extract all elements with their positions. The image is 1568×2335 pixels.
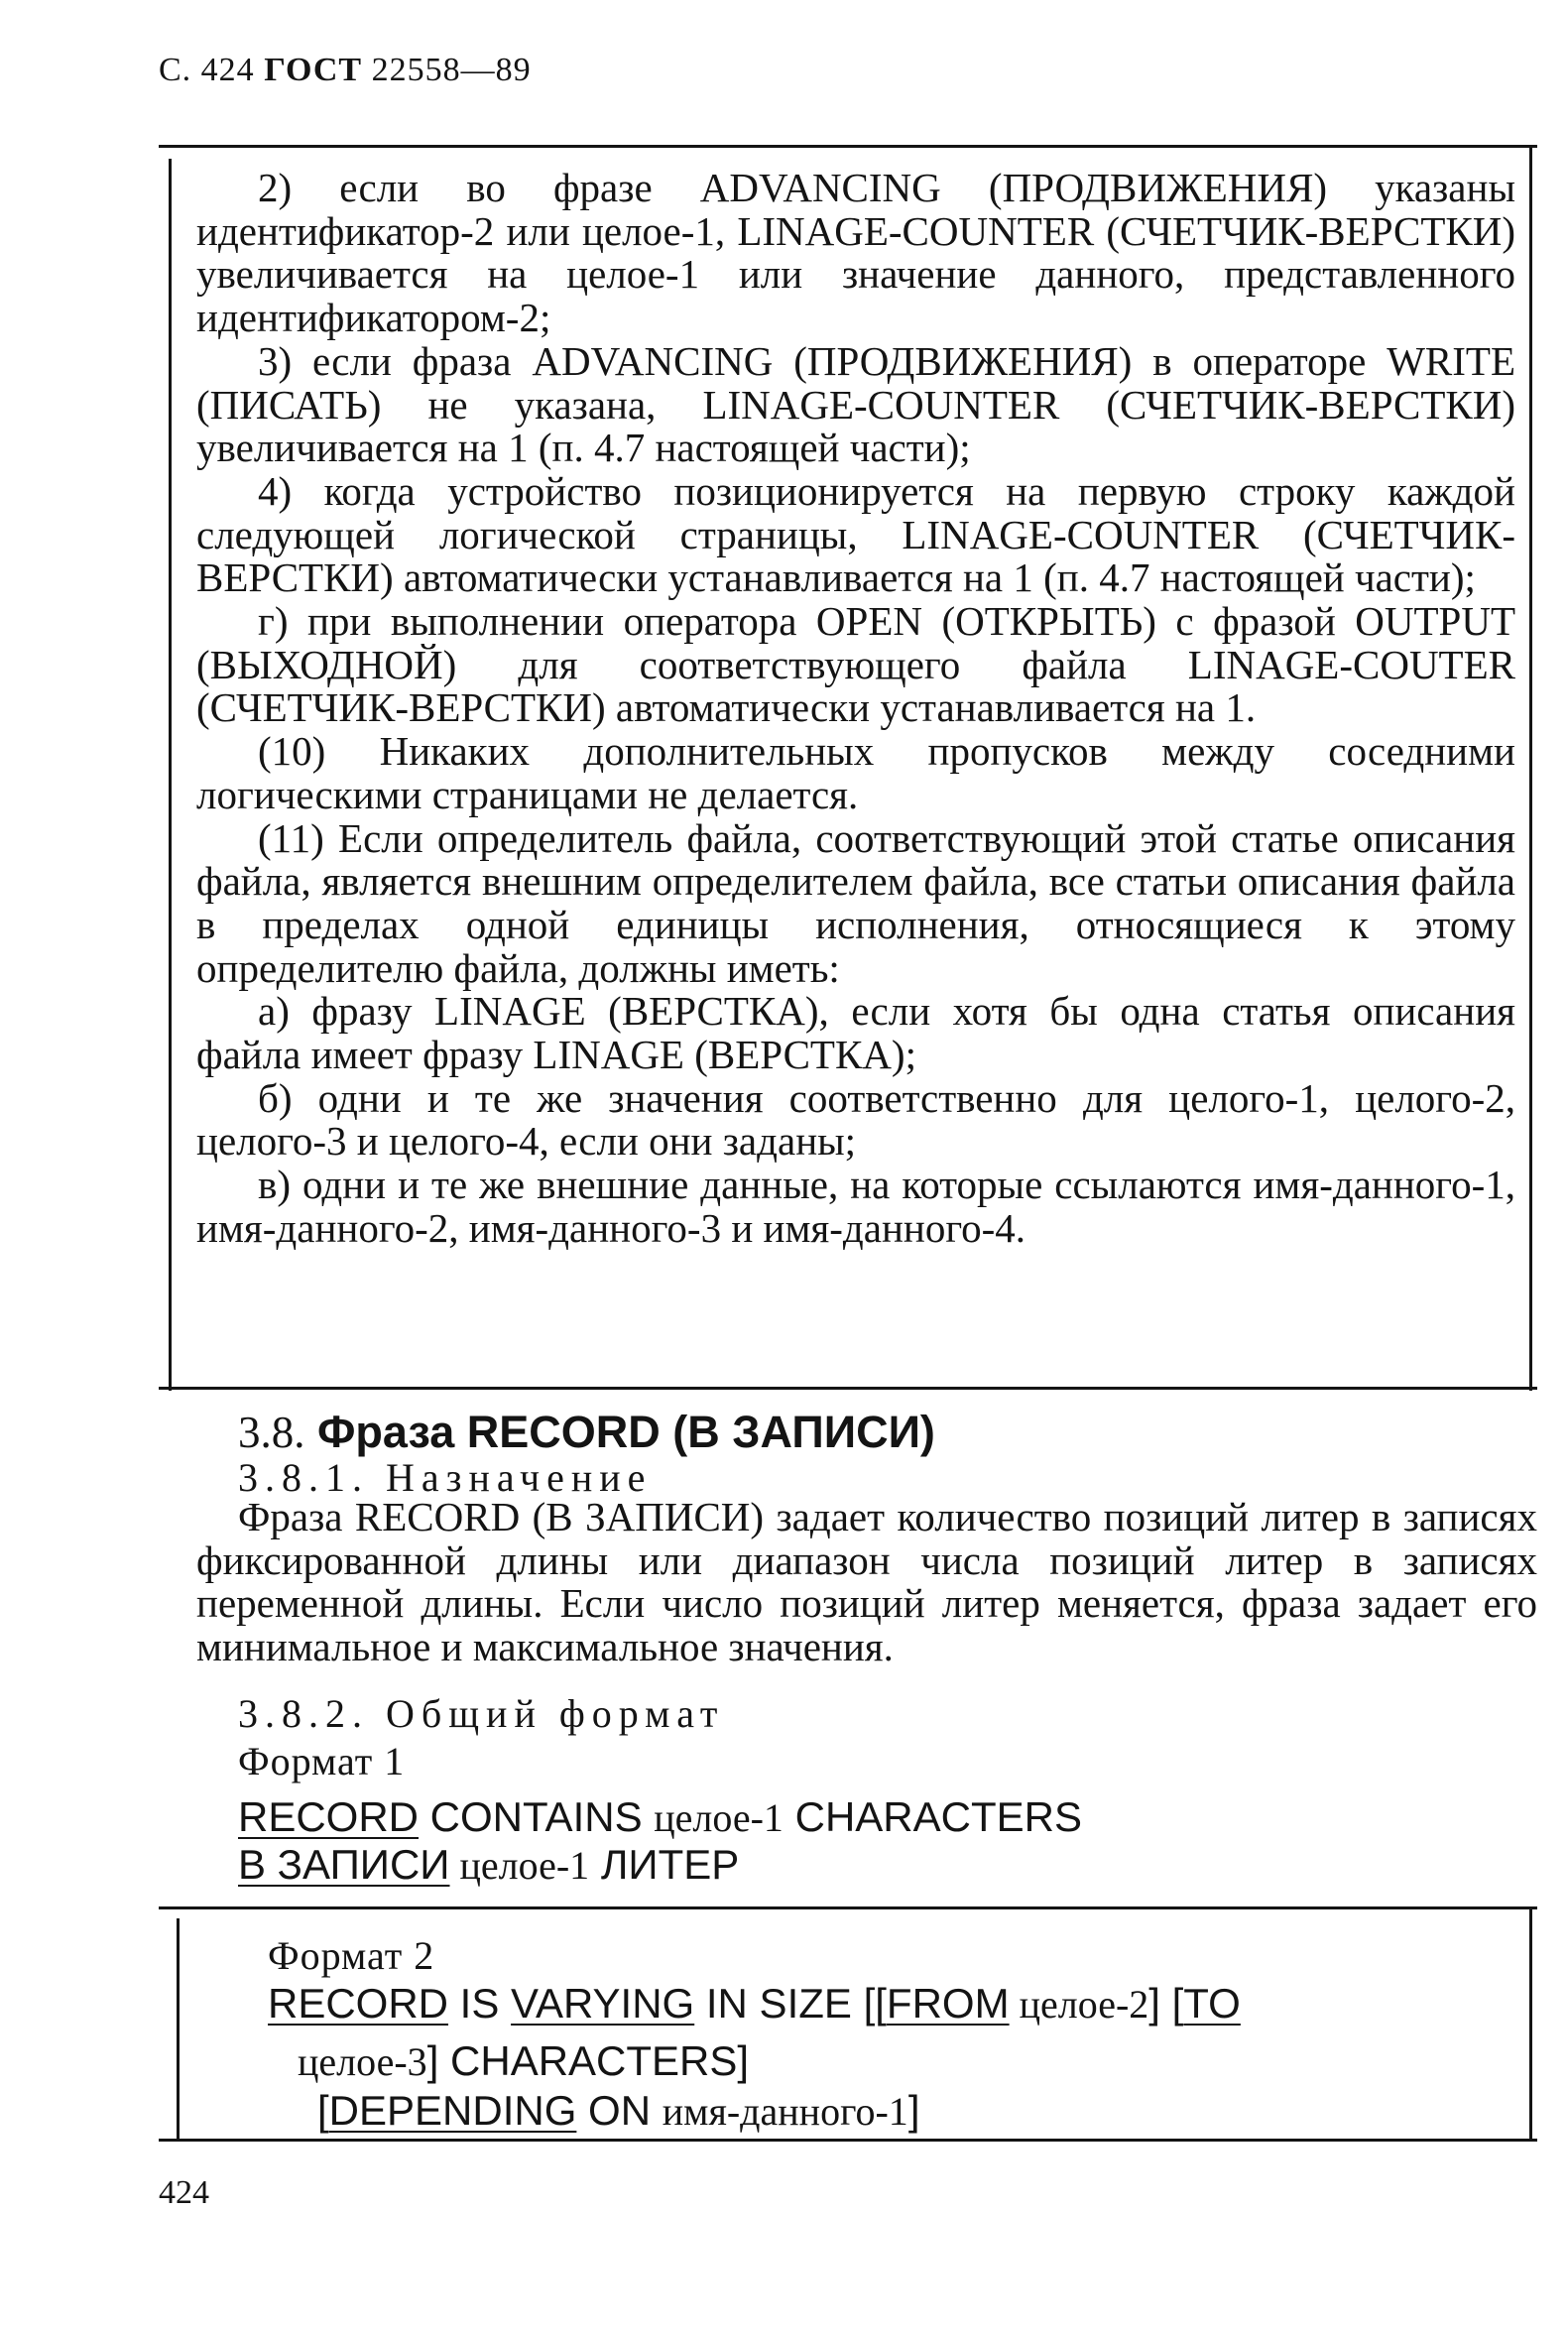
box-paragraph: б) одни и те же значения соответственно для целого-1, целого-2, целого-3 и целого-4, если они заданы;: [196, 1074, 1515, 1165]
format2-box-bottom: [159, 2139, 1537, 2142]
box-paragraph: 4) когда устройство позиционируется на первую строку каждой следующей логической страницы, LINAGE-COUNTER (СЧЕТЧИК-ВЕРСТКИ) автоматически устанавливается на 1 (п. 4.7 настоящей части);: [196, 467, 1515, 601]
format2-line3: [317, 2087, 919, 2135]
keyword-contains: CONTAINS: [419, 1793, 655, 1840]
box-bottom-rule: [159, 1387, 1537, 1390]
box-paragraph: а) фразу LINAGE (ВЕРСТКА), если хотя бы одна статья описания файла имеет фразу LINAGE (ВЕРСТКА);: [196, 988, 1515, 1078]
keyword-in-size: IN SIZE [[: [694, 1980, 887, 2027]
box-paragraph: 2) если во фразе ADVANCING (ПРОДВИЖЕНИЯ) указаны идентификатор-2 или целое-1, LINAGE-COUNTER (СЧЕТЧИК-ВЕРСТКИ) увеличивается на целое-1 или значение данного, представленного идентификатором-2;: [196, 165, 1515, 341]
keyword-depending: DEPENDING: [328, 2087, 577, 2134]
section-number: 3.8.: [238, 1408, 305, 1457]
box-paragraph: (11) Если определитель файла, соответствующий этой статье описания файла, является внешним определителем файла, все статьи описания файла в пределах одной единицы исполнения, относящиеся к этому определителю файла, должны иметь:: [196, 814, 1515, 991]
keyword-to: TO: [1183, 1980, 1241, 2027]
box-paragraph: в) одни и те же внешние данные, на которые ссылаются имя-данного-1, имя-данного-2, имя-данного-3 и имя-данного-4.: [196, 1162, 1515, 1251]
format1-line1: [238, 1793, 1082, 1841]
box-paragraph: 3) если фраза ADVANCING (ПРОДВИЖЕНИЯ) в операторе WRITE (ПИСАТЬ) не указана, LINAGE-COUNTER (СЧЕТЧИК-ВЕРСТКИ) увеличивается на 1 (п. 4.7 настоящей части);: [196, 337, 1515, 471]
purpose-heading: 3.8.1. Назначение: [238, 1455, 653, 1500]
page-header: [159, 52, 532, 89]
format2-box-right: [1529, 1906, 1532, 2139]
arg-integer-2: целое-2: [1009, 1982, 1149, 2027]
format-heading: 3.8.2. Общий формат: [238, 1691, 725, 1736]
bracket-close: ]: [907, 2087, 920, 2134]
box-paragraph: г) при выполнении оператора OPEN (ОТКРЫТЬ) с фразой OUTPUT (ВЫХОДНОЙ) для соответствующего файла LINAGE-COUTER (СЧЕТЧИК-ВЕРСТКИ) автоматически устанавливается на 1.: [196, 598, 1515, 731]
keyword-characters: ] CHARACTERS]: [426, 2037, 750, 2084]
box-top-rule: [159, 145, 1537, 148]
keyword-record: RECORD: [268, 1980, 449, 2027]
box-right-rule: [1529, 145, 1532, 1391]
keyword-characters: CHARACTERS: [783, 1793, 1082, 1840]
arg-integer-1-ru: целое-1: [449, 1843, 590, 1888]
keyword-varying: VARYING: [511, 1980, 695, 2027]
format2-label: Формат 2: [268, 1933, 435, 1978]
format2-line1: [268, 1980, 1241, 2028]
format2-box-left: [177, 1918, 180, 2139]
gost-label: ГОСТ: [264, 52, 363, 88]
keyword-on: ON: [576, 2087, 663, 2134]
arg-integer-3: целое-3: [298, 2039, 427, 2084]
section-title-text: Фраза RECORD (В ЗАПИСИ): [317, 1407, 935, 1457]
format1-label: Формат 1: [238, 1739, 406, 1783]
keyword-v-zapisi: В ЗАПИСИ: [238, 1841, 450, 1888]
format1-line2: [238, 1841, 739, 1889]
arg-data-name-1: имя-данного-1: [662, 2089, 908, 2134]
arg-integer-1: целое-1: [654, 1795, 784, 1840]
section-title: [238, 1407, 935, 1458]
bracket-close-open: ] [: [1148, 1980, 1184, 2027]
format2-box-top: [159, 1906, 1537, 1909]
keyword-is: IS: [448, 1980, 512, 2027]
box-paragraph: (10) Никаких дополнительных пропусков между соседними логическими страницами не делается.: [196, 728, 1515, 817]
box-left-rule: [169, 159, 172, 1391]
keyword-from: FROM: [886, 1980, 1010, 2027]
keyword-liter: ЛИТЕР: [589, 1841, 740, 1888]
bracket-open: [: [317, 2087, 329, 2134]
purpose-text: Фраза RECORD (В ЗАПИСИ) задает количество позиций литер в записях фиксированной длины или диапазон числа позиций литер в записях переменной длины. Если число позиций литер меняется, фраза задает его минимальное и максимальное значения.: [196, 1494, 1537, 1670]
format2-line2: [298, 2037, 749, 2085]
page-number: 424: [159, 2174, 209, 2211]
gost-number: 22558—89: [371, 52, 532, 88]
boxed-text: [196, 167, 1515, 1251]
page-prefix: С. 424: [159, 52, 255, 88]
keyword-record: RECORD: [238, 1793, 420, 1840]
